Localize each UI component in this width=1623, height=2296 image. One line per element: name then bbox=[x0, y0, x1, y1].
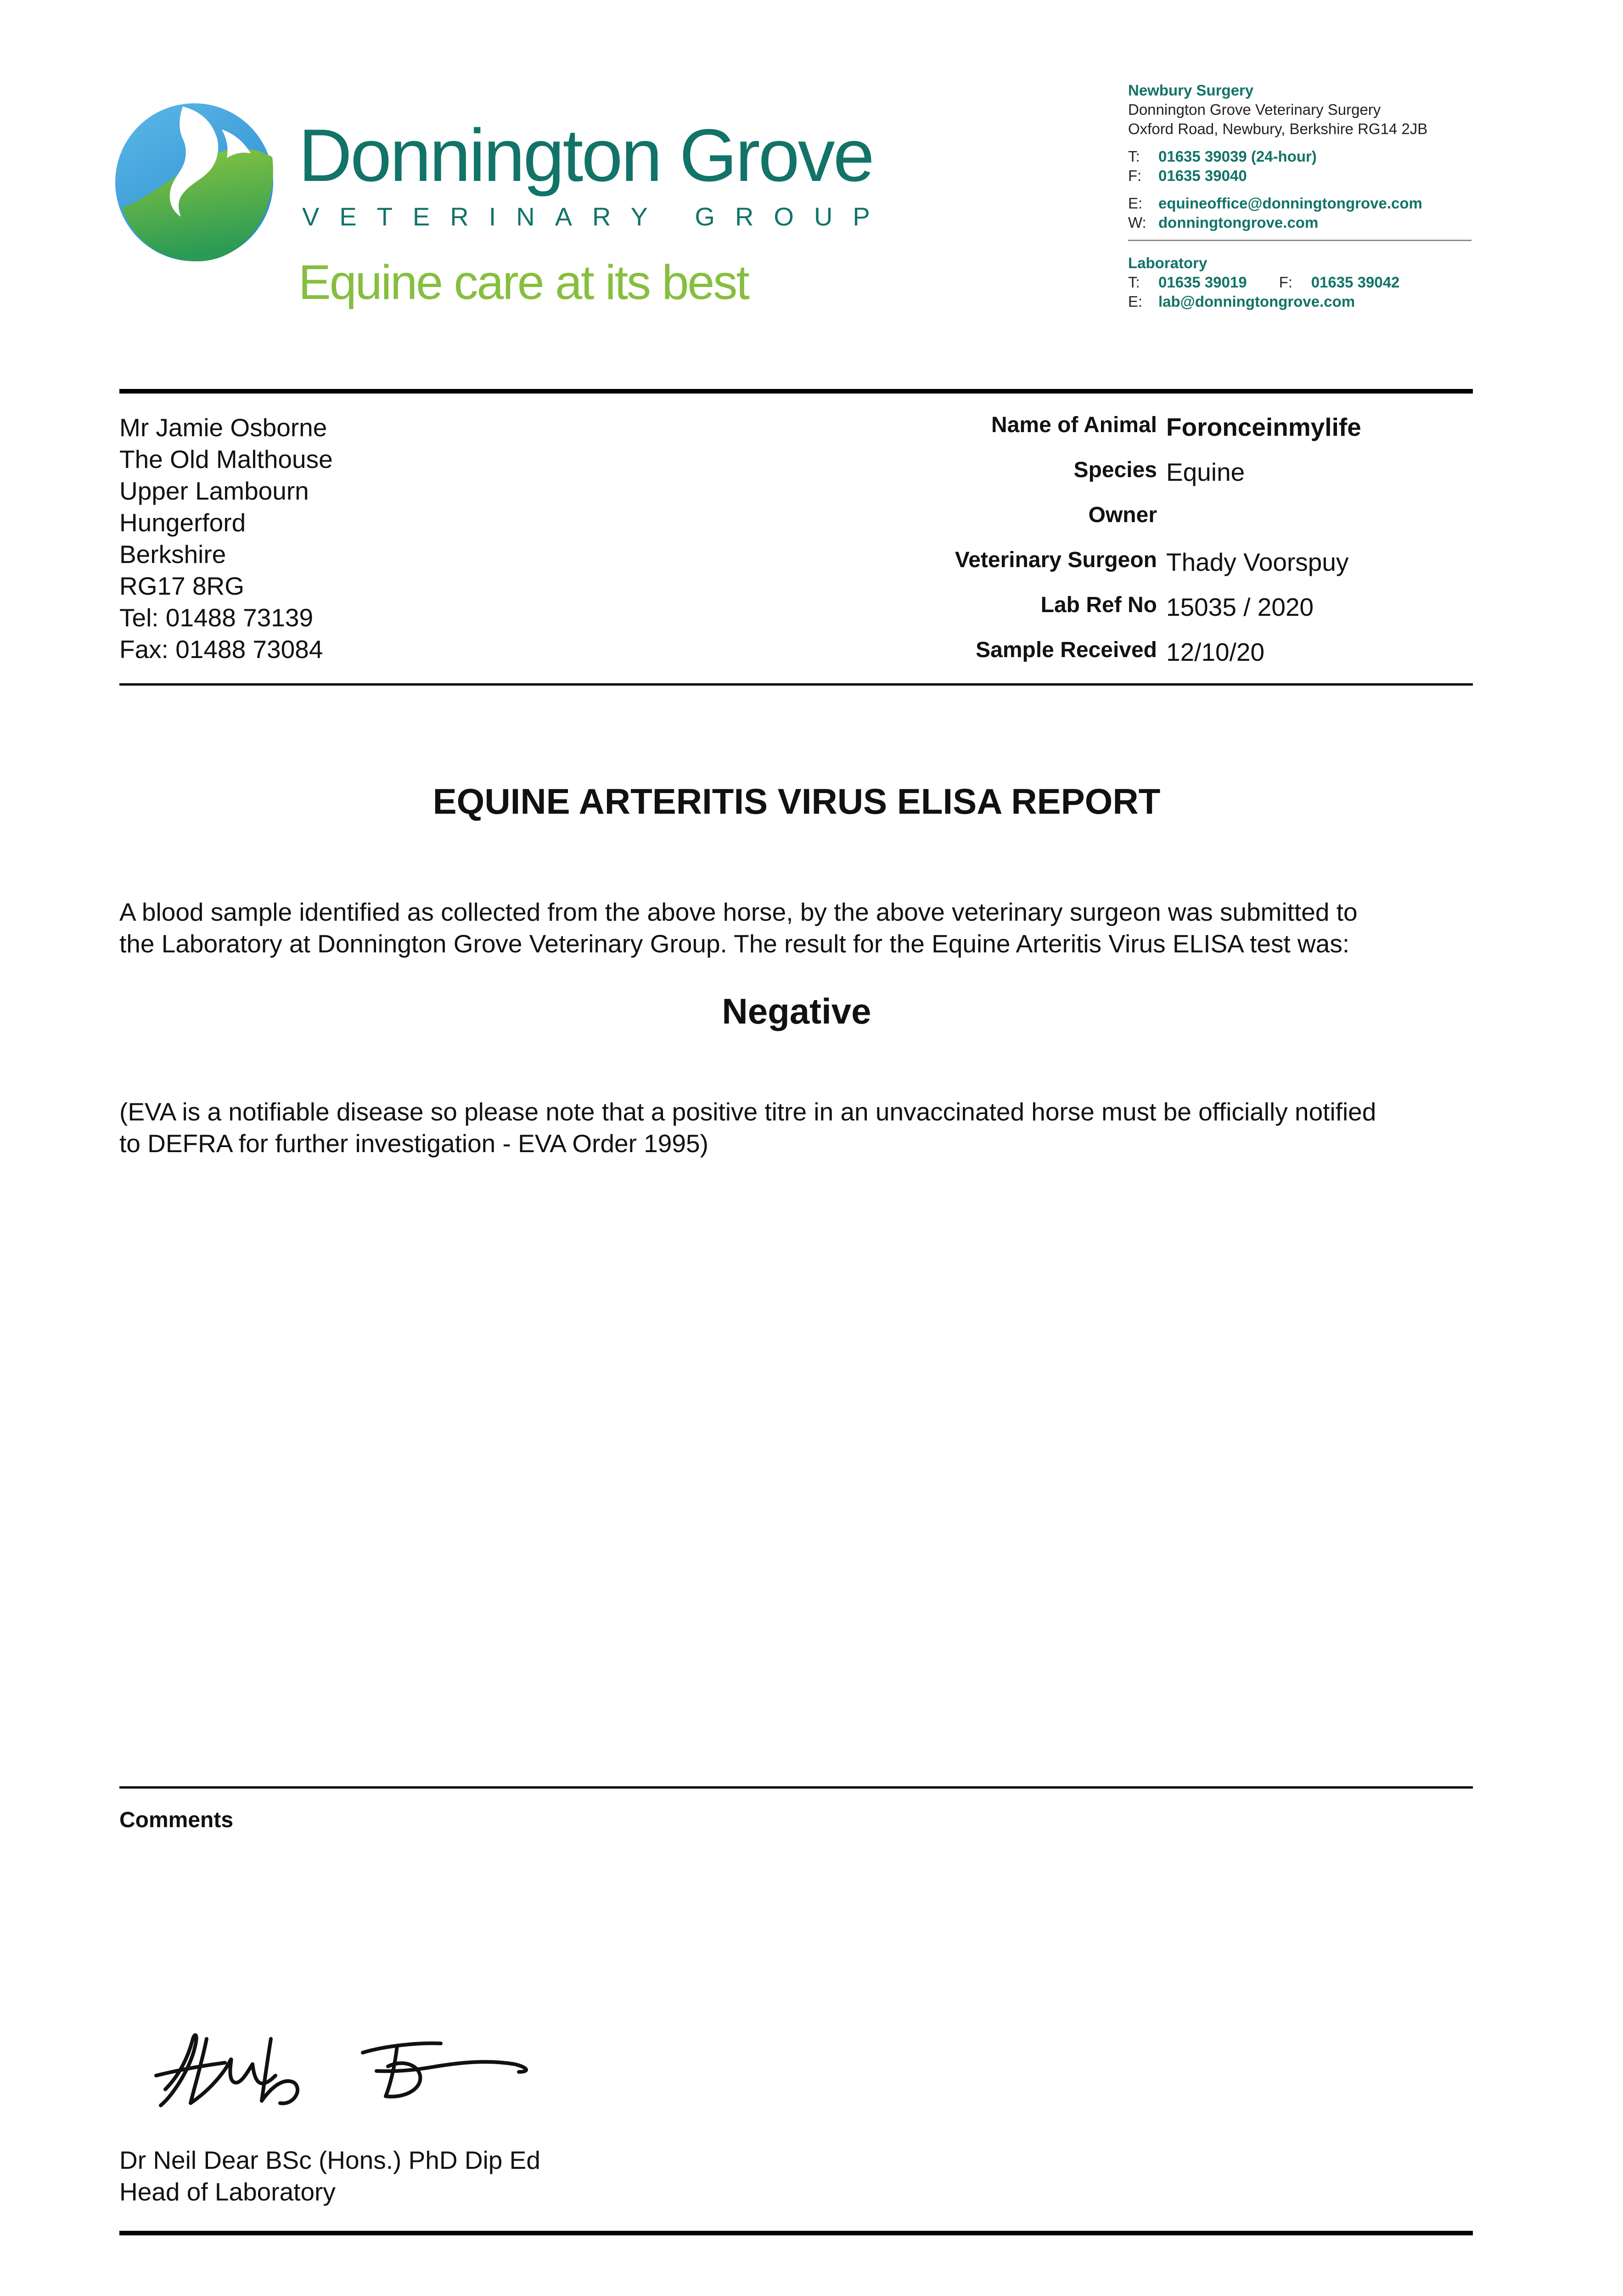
surgery-web-link[interactable]: donningtongrove.com bbox=[1158, 214, 1319, 231]
labref-label: Lab Ref No bbox=[1040, 593, 1157, 617]
note-line: to DEFRA for further investigation - EVA Order 1995) bbox=[119, 1129, 708, 1158]
surgery-fax: 01635 39040 bbox=[1158, 167, 1247, 184]
lab-email-label: E: bbox=[1128, 293, 1143, 310]
test-result: Negative bbox=[722, 991, 871, 1031]
laboratory-heading: Laboratory bbox=[1128, 254, 1207, 271]
owner-label: Owner bbox=[1088, 503, 1157, 527]
header-divider bbox=[119, 389, 1473, 394]
address-line: The Old Malthouse bbox=[119, 445, 333, 473]
vet-value: Thady Voorspuy bbox=[1166, 548, 1349, 576]
address-line: Berkshire bbox=[119, 540, 226, 568]
detail-row-owner bbox=[872, 502, 1469, 535]
surgery-contact bbox=[1128, 81, 1477, 232]
eva-note bbox=[119, 1096, 1478, 1159]
lab-fax-label: F: bbox=[1279, 274, 1293, 291]
note-line: (EVA is a notifiable disease so please note that a positive titre in an unvaccinated horse must be officially notified bbox=[119, 1097, 1376, 1126]
recipient-address bbox=[119, 412, 333, 665]
detail-row-animal bbox=[872, 412, 1469, 445]
signatory-name: Dr Neil Dear BSc (Hons.) PhD Dip Ed bbox=[119, 2146, 540, 2174]
animal-value: Foronceinmylife bbox=[1166, 413, 1361, 441]
signatory bbox=[119, 2144, 540, 2208]
lab-tel-label: T: bbox=[1128, 274, 1140, 291]
laboratory-contact bbox=[1128, 253, 1477, 311]
surgery-email-label: E: bbox=[1128, 195, 1143, 212]
footer-divider bbox=[119, 2231, 1473, 2235]
surgery-address-line1: Donnington Grove Veterinary Surgery bbox=[1128, 101, 1381, 118]
surgery-email-link[interactable]: equineoffice@donningtongrove.com bbox=[1158, 195, 1422, 212]
detail-row-labref bbox=[872, 592, 1469, 625]
paragraph-line: the Laboratory at Donnington Grove Veterinary Group. The result for the Equine Arteritis Virus ELISA test was: bbox=[119, 929, 1350, 958]
lab-email-link[interactable]: lab@donningtongrove.com bbox=[1158, 293, 1355, 310]
labref-value: 15035 / 2020 bbox=[1166, 593, 1314, 621]
signature-icon bbox=[147, 2020, 542, 2117]
comments-label: Comments bbox=[119, 1808, 234, 1832]
species-label: Species bbox=[1073, 458, 1157, 482]
brand-name: Donnington Grove bbox=[298, 114, 873, 197]
surgery-fax-label: F: bbox=[1128, 167, 1142, 184]
detail-row-species bbox=[872, 457, 1469, 490]
lab-tel[interactable]: 01635 39019 bbox=[1158, 274, 1247, 291]
surgery-web-label: W: bbox=[1128, 214, 1146, 231]
surgery-tel-label: T: bbox=[1128, 148, 1140, 165]
details-divider bbox=[119, 683, 1473, 686]
address-line: Fax: 01488 73084 bbox=[119, 635, 323, 664]
species-value: Equine bbox=[1166, 458, 1245, 486]
contact-divider bbox=[1128, 240, 1471, 241]
detail-row-received bbox=[872, 637, 1469, 670]
vet-label: Veterinary Surgeon bbox=[955, 548, 1157, 572]
report-title: EQUINE ARTERITIS VIRUS ELISA REPORT bbox=[432, 781, 1161, 822]
received-value: 12/10/20 bbox=[1166, 638, 1265, 666]
lab-fax: 01635 39042 bbox=[1311, 274, 1400, 291]
address-line: Upper Lambourn bbox=[119, 477, 309, 505]
received-label: Sample Received bbox=[976, 638, 1157, 662]
address-line: Mr Jamie Osborne bbox=[119, 413, 327, 442]
address-line: Tel: 01488 73139 bbox=[119, 603, 314, 632]
brand-tagline: Equine care at its best bbox=[298, 255, 748, 310]
detail-row-vet bbox=[872, 547, 1469, 580]
report-paragraph bbox=[119, 896, 1478, 960]
paragraph-line: A blood sample identified as collected from the above horse, by the above veterinary surgeon was submitted to bbox=[119, 898, 1358, 926]
surgery-tel[interactable]: 01635 39039 (24-hour) bbox=[1158, 148, 1317, 165]
brand-subtitle: VETERINARY GROUP bbox=[302, 202, 890, 231]
signatory-role: Head of Laboratory bbox=[119, 2178, 336, 2206]
surgery-heading: Newbury Surgery bbox=[1128, 82, 1254, 99]
surgery-address-line2: Oxford Road, Newbury, Berkshire RG14 2JB bbox=[1128, 120, 1428, 137]
comments-divider bbox=[119, 1786, 1473, 1789]
address-line: RG17 8RG bbox=[119, 572, 245, 600]
address-line: Hungerford bbox=[119, 508, 246, 537]
horse-head-logo-icon bbox=[114, 102, 275, 263]
animal-label: Name of Animal bbox=[991, 413, 1157, 437]
